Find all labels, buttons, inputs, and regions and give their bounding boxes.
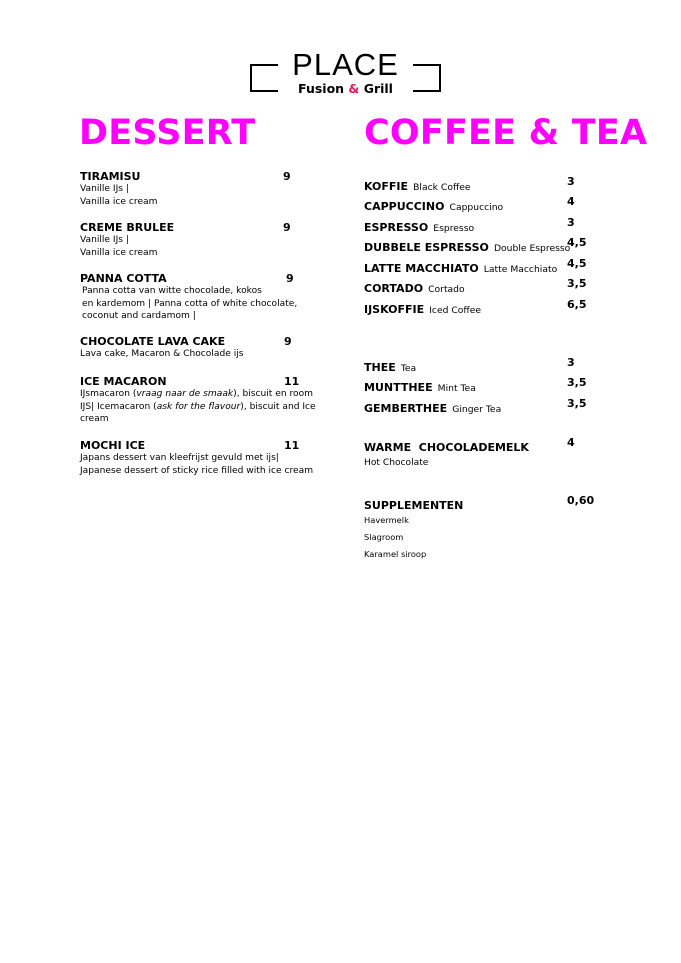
logo-tagline-right: Grill	[363, 81, 393, 96]
item-price: 3	[567, 175, 575, 188]
item-description: Japanese dessert of sticky rice filled with ice cream	[80, 465, 314, 476]
item-name: GEMBERTHEE	[364, 402, 448, 415]
item-price: 3	[567, 356, 575, 369]
item-name: THEE	[364, 361, 396, 374]
desc-part: ), biscuit and Ice	[240, 401, 316, 412]
item-name: CHOCOLATE LAVA CAKE	[80, 335, 226, 348]
item-description: Vanille IJs |	[80, 184, 129, 194]
item-description: coconut and cardamom |	[82, 311, 196, 321]
item-price: 3,5	[567, 397, 587, 410]
item-name: ICE MACARON	[80, 375, 167, 388]
item-price: 9	[283, 221, 291, 234]
item-description	[80, 388, 320, 401]
item-price: 4,5	[567, 236, 587, 249]
item-name: MUNTTHEE	[364, 381, 433, 394]
item-name: LATTE MACCHIATO	[364, 262, 479, 275]
item-name: WARME CHOCOLADEMELK	[364, 441, 529, 454]
dessert-item-mochi-ice	[80, 439, 320, 477]
item-price: 0,60	[567, 494, 595, 507]
item-name: ESPRESSO	[364, 221, 429, 234]
item-name: IJSKOFFIE	[364, 303, 425, 316]
coffee-item-koffie	[364, 175, 594, 193]
item-price: 3	[567, 216, 575, 229]
item-translation: Latte Macchiato	[483, 264, 558, 275]
coffee-item-dubbele-espresso	[364, 236, 594, 254]
item-name: TIRAMISU	[80, 170, 141, 183]
desc-part: IJsmacaron (	[80, 389, 137, 399]
desc-italic-part: ask for the flavour	[156, 401, 241, 412]
item-price: 4	[567, 195, 575, 208]
supplement-item: Havermelk	[364, 515, 409, 525]
item-name: CAPPUCCINO	[364, 200, 445, 213]
item-description	[80, 401, 320, 414]
hot-chocolate-item	[364, 436, 594, 454]
item-description: en kardemom | Panna cotta of white chocolate,	[82, 298, 298, 309]
item-description: Japans dessert van kleefrijst gevuld met ijs|	[80, 453, 279, 463]
restaurant-logo	[248, 48, 443, 100]
desc-part: ), biscuit en room	[233, 389, 314, 399]
desc-part: IJS| Icemacaron (	[80, 401, 157, 412]
item-price: 6,5	[567, 298, 587, 311]
item-description: cream	[80, 414, 109, 424]
dessert-heading: DESSERT	[79, 113, 256, 153]
item-translation: Double Espresso	[493, 243, 571, 254]
item-translation: Cortado	[428, 284, 465, 295]
item-translation: Iced Coffee	[429, 305, 482, 316]
supplement-item: Slagroom	[364, 532, 404, 542]
item-translation: Tea	[400, 363, 417, 374]
coffee-item-cortado	[364, 277, 594, 295]
tea-item-gemberthee	[364, 397, 594, 415]
logo-tagline-left: Fusion	[298, 81, 345, 96]
item-description: Vanilla ice cream	[80, 247, 158, 258]
item-description: Vanille IJs |	[80, 235, 129, 245]
item-translation: Cappuccino	[449, 202, 504, 213]
tea-item-muntthee	[364, 376, 594, 394]
coffee-tea-heading: COFFEE & TEA	[364, 113, 648, 153]
item-name: KOFFIE	[364, 180, 409, 193]
item-name: MOCHI ICE	[80, 439, 146, 452]
item-name: DUBBELE ESPRESSO	[364, 241, 489, 254]
logo-ampersand: &	[348, 81, 360, 96]
item-description: Lava cake, Macaron & Chocolade ijs	[80, 349, 244, 359]
logo-tagline	[248, 81, 443, 97]
item-price: 9	[286, 272, 294, 285]
item-price: 9	[283, 170, 291, 183]
desc-italic-part: vraag naar de smaak	[136, 389, 234, 399]
item-description: Panna cotta van witte chocolade, kokos	[82, 286, 262, 296]
item-price: 9	[284, 335, 292, 348]
item-price: 4,5	[567, 257, 587, 270]
dessert-item-chocolate-lava-cake	[80, 335, 320, 361]
item-translation: Black Coffee	[413, 182, 471, 193]
item-name: SUPPLEMENTEN	[364, 499, 464, 512]
item-name: CREME BRULEE	[80, 221, 175, 234]
item-price: 4	[567, 436, 575, 449]
dessert-item-tiramisu	[80, 170, 320, 208]
coffee-item-ijskoffie	[364, 298, 594, 316]
dessert-item-ice-macaron	[80, 375, 320, 426]
item-price: 11	[284, 439, 300, 452]
tea-item-thee	[364, 356, 594, 374]
item-price: 3,5	[567, 376, 587, 389]
item-price: 11	[284, 375, 300, 388]
item-name: CORTADO	[364, 282, 424, 295]
item-price: 3,5	[567, 277, 587, 290]
logo-wordmark: PLACE	[292, 47, 399, 82]
dessert-item-panna-cotta	[80, 272, 320, 323]
item-translation: Espresso	[433, 223, 475, 234]
item-name: PANNA COTTA	[80, 272, 167, 285]
dessert-item-creme-brulee	[80, 221, 320, 259]
hot-chocolate-translation: Hot Chocolate	[364, 458, 429, 468]
supplement-item: Karamel siroop	[364, 549, 427, 559]
item-translation: Ginger Tea	[452, 404, 502, 415]
coffee-item-cappuccino	[364, 195, 594, 213]
supplements-header	[364, 494, 595, 512]
coffee-item-latte-macchiato	[364, 257, 594, 275]
item-translation: Mint Tea	[437, 383, 476, 394]
coffee-item-espresso	[364, 216, 594, 234]
item-description: Vanilla ice cream	[80, 196, 158, 207]
